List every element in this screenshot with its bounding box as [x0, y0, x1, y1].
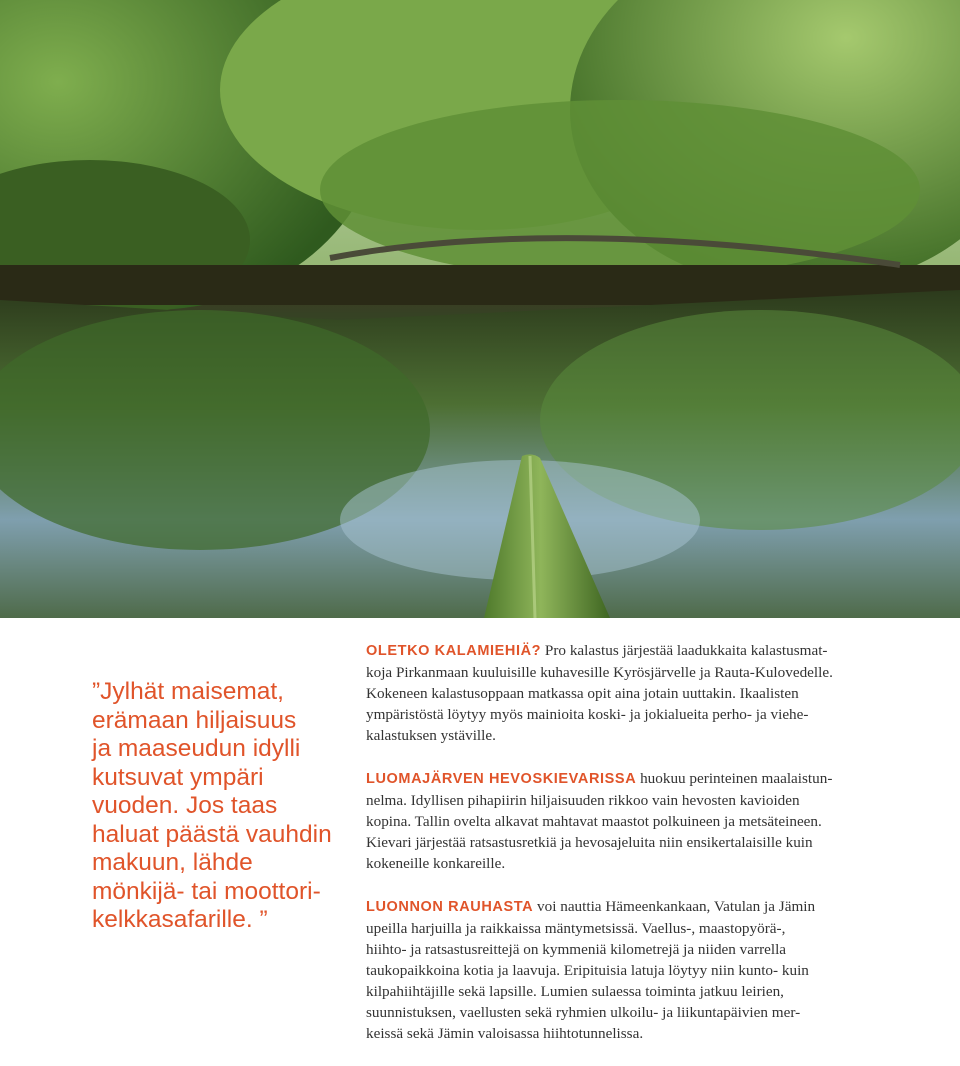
paragraph-line: keissä sekä Jämin valoisassa hiihtotunnelissa. [366, 1025, 644, 1042]
paragraph-line: kilpahiihtäjille sekä lapsille. Lumien sulaessa toiminta jatkuu leirien, [366, 983, 784, 1000]
paragraph-first-line [366, 640, 906, 662]
paragraph-line: ympäristöstä löytyy myös mainioita koski- ja jokialueita perho- ja viehe- [366, 706, 809, 723]
quote-line: vuoden. Jos taas [92, 792, 278, 819]
paragraph-line: koja Pirkanmaan kuuluisille kuhavesille Kyrösjärvelle ja Rauta-Kulovedelle. [366, 664, 833, 681]
paragraph-line: suunnistuksen, vaellusten sekä ryhmien ulkoilu- ja liikuntapäivien mer- [366, 1004, 801, 1021]
paragraph-line: kopina. Tallin ovelta alkavat mahtavat maastot polkuineen ja metsäteineen. [366, 813, 822, 830]
fishing-paragraph [366, 640, 906, 746]
paragraph-line: nelma. Idyllisen pihapiirin hiljaisuuden rikkoo vain hevosten kavioiden [366, 792, 800, 809]
horse-inn-heading: LUOMAJÄRVEN HEVOSKIEVARISSA [366, 771, 637, 787]
quote-line: makuun, lähde [92, 849, 253, 876]
paragraph-text: Pro kalastus järjestää laadukkaita kalastusmat- [541, 642, 828, 659]
quote-line: mönkijä- tai moottori- [92, 877, 321, 905]
paragraph-line: Kokeneen kalastusoppaan matkassa opit aina jotain uuttakin. Ikaalisten [366, 685, 799, 702]
fishing-heading: OLETKO KALAMIEHIÄ? [366, 643, 542, 659]
paragraph-first-line [366, 896, 906, 918]
paragraph-line: Kievari järjestää ratsastusretkiä ja hevosajeluita niin ensikertalaisille kuin [366, 834, 813, 851]
quote-line: kutsuvat ympäri [92, 763, 264, 791]
article-body [366, 640, 906, 1066]
quote-line: kelkkasafarille. ” [92, 906, 268, 933]
paragraph-first-line [366, 768, 906, 790]
paragraph-line: kalastuksen ystäville. [366, 727, 496, 744]
quote-line: ”Jylhät maisemat, [92, 678, 284, 705]
horse-inn-paragraph [366, 768, 906, 874]
nature-paragraph [366, 896, 906, 1044]
paragraph-text: voi nauttia Hämeenkankaan, Vatulan ja Jämin [533, 898, 816, 915]
paragraph-text: huokuu perinteinen maalaistun- [636, 770, 833, 787]
paragraph-line: taukopaikkoina kotia ja laavuja. Eripituisia latuja löytyy niin kunto- kuin [366, 962, 809, 979]
nature-heading: LUONNON RAUHASTA [366, 899, 534, 915]
pull-quote [92, 678, 362, 935]
quote-line: erämaan hiljaisuus [92, 706, 297, 734]
paragraph-line: hiihto- ja ratsastusreittejä on kymmeniä kilometrejä ja niiden varrella [366, 941, 787, 958]
quote-line: ja maaseudun idylli [92, 735, 301, 762]
paragraph-line: kokeneille konkareille. [366, 855, 506, 872]
quote-line: haluat päästä vauhdin [92, 820, 332, 848]
paragraph-line: upeilla harjuilla ja raikkaissa mäntymetsissä. Vaellus-, maastopyörä-, [366, 920, 786, 937]
